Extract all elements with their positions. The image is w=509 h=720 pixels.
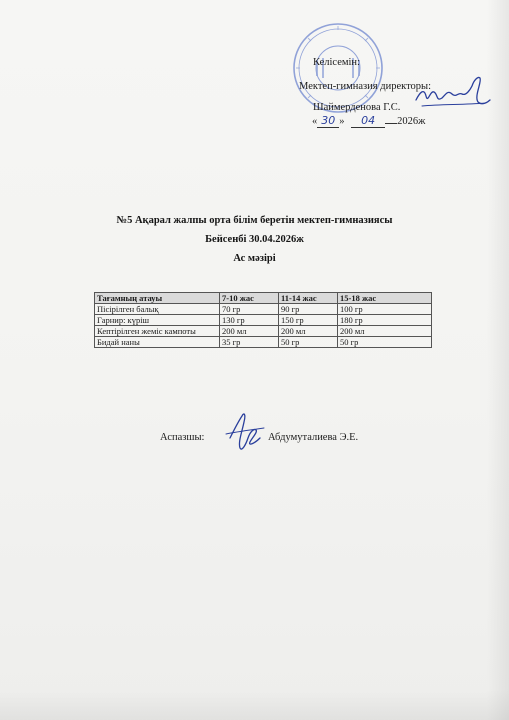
cell-dish: Пісірілген балық — [95, 304, 220, 315]
menu-table — [94, 292, 432, 348]
header-age-11-14: 11-14 жас — [279, 293, 338, 304]
director-signature-icon — [412, 72, 492, 112]
table-row — [95, 326, 432, 337]
cell-value: 200 мл — [338, 326, 432, 337]
cell-value: 200 мл — [220, 326, 279, 337]
cell-value: 90 гр — [279, 304, 338, 315]
cell-value: 100 гр — [338, 304, 432, 315]
menu-title: Ас мәзірі — [233, 253, 276, 264]
cell-value: 50 гр — [338, 337, 432, 348]
table-row — [95, 304, 432, 315]
day-date: Бейсенбі 30.04.2026ж — [205, 234, 304, 245]
cell-value: 70 гр — [220, 304, 279, 315]
director-title: Мектеп-гимназия директоры: — [299, 81, 432, 92]
director-name: Шаймерденова Г.С. — [313, 102, 401, 113]
cell-value: 200 мл — [279, 326, 338, 337]
cell-value: 50 гр — [279, 337, 338, 348]
school-title: №5 Ақарал жалпы орта білім беретін мектеп-гимназиясы — [116, 215, 393, 226]
cell-value: 35 гр — [220, 337, 279, 348]
approval-label: Келісемін: — [313, 57, 360, 68]
header-age-15-18: 15-18 жас — [338, 293, 432, 304]
header-dish: Тағамның атауы — [95, 293, 220, 304]
date-year: 2026ж — [397, 116, 426, 127]
cell-value: 180 гр — [338, 315, 432, 326]
cook-signature-icon — [220, 408, 270, 456]
cell-dish: Гарнир: күріш — [95, 315, 220, 326]
cell-dish: Кептірілген жеміс кампоты — [95, 326, 220, 337]
cell-value: 130 гр — [220, 315, 279, 326]
date-day: 30 — [317, 114, 339, 128]
cell-value: 150 гр — [279, 315, 338, 326]
cook-label: Аспазшы: — [160, 432, 205, 443]
cell-dish: Бидай наны — [95, 337, 220, 348]
cook-name: Абдумуталиева Э.Е. — [268, 432, 359, 443]
page-crease — [0, 690, 509, 720]
table-row — [95, 315, 432, 326]
table-row — [95, 337, 432, 348]
header-age-7-10: 7-10 жас — [220, 293, 279, 304]
approval-date: « 30 » 04 2026ж — [312, 114, 426, 127]
date-month: 04 — [351, 114, 385, 128]
table-header-row — [95, 293, 432, 304]
